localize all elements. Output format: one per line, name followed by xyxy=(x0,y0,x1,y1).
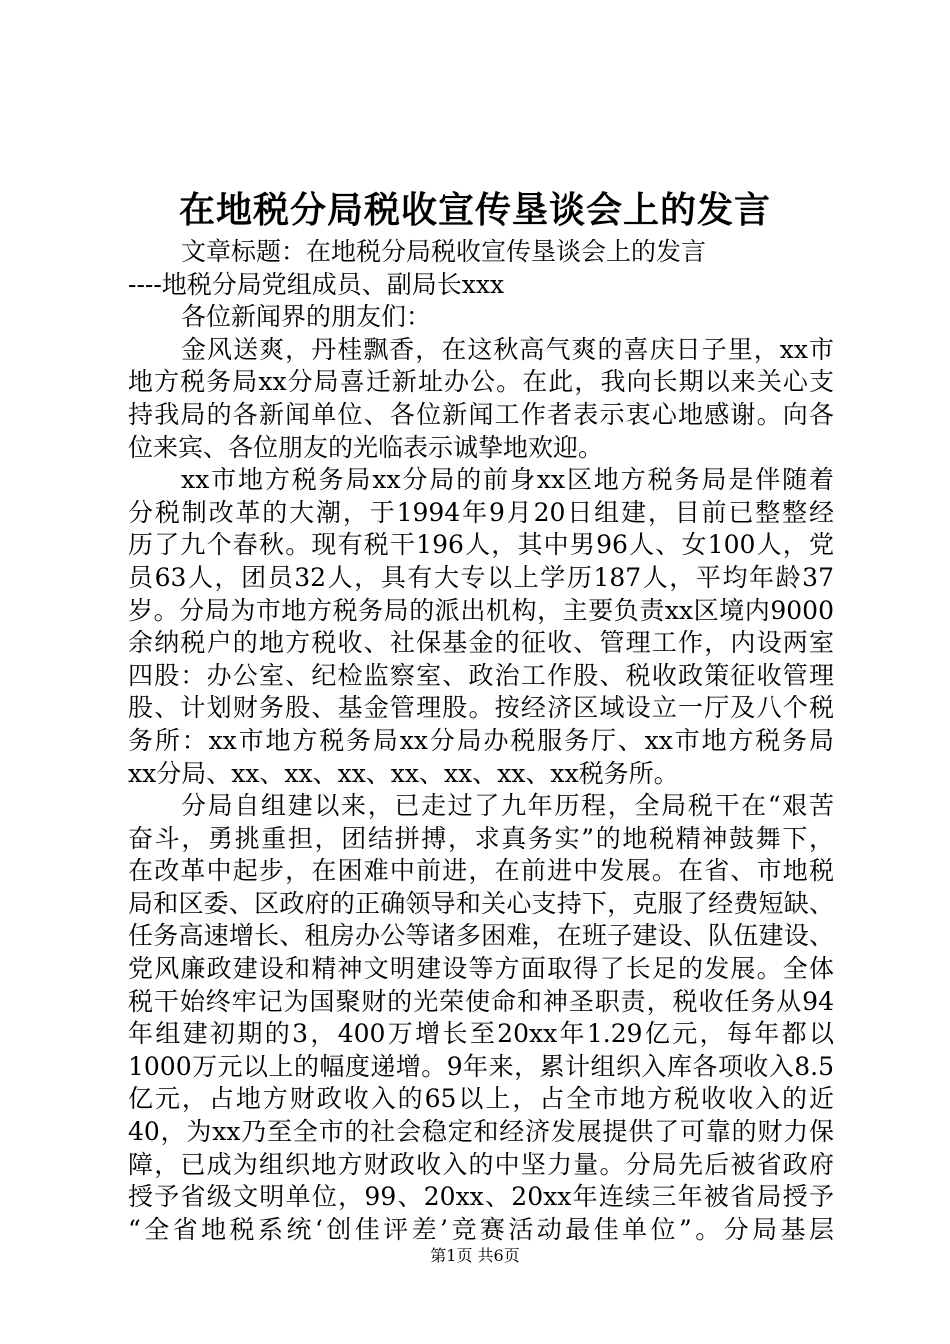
text-line: ----地税分局党组成员、副局长xxx xyxy=(128,269,505,299)
text-line: 年组建初期的3，400万增长至20xx年1.29亿元，每年都以 xyxy=(128,1019,834,1049)
text-line: “全省地税系统‘创佳评差’竞赛活动最佳单位”。分局基层 xyxy=(128,1214,834,1244)
text-line: 员63人，团员32人，具有大专以上学历187人，平均年龄37 xyxy=(128,562,834,592)
text-line: 地方税务局xx分局喜迁新址办公。在此，我向长期以来关心支 xyxy=(128,367,834,397)
text-line: 奋斗，勇挑重担，团结拼搏，求真务实”的地税精神鼓舞下， xyxy=(128,823,834,853)
text-line: 局和区委、区政府的正确领导和关心支持下，克服了经费短缺、 xyxy=(128,888,834,918)
text-line: 分税制改革的大潮，于1994年9月20日组建，目前已整整经 xyxy=(128,497,834,527)
text-line: 历了九个春秋。现有税干196人，其中男96人、女100人，党 xyxy=(128,530,834,560)
text-line: 亿元，占地方财政收入的65以上，占全市地方税收收入的近 xyxy=(128,1084,834,1114)
text-line: 岁。分局为市地方税务局的派出机构，主要负责xx区境内9000 xyxy=(128,595,834,625)
text-line: xx市地方税务局xx分局的前身xx区地方税务局是伴随着 xyxy=(181,465,834,495)
text-line: 党风廉政建设和精神文明建设等方面取得了长足的发展。全体 xyxy=(128,954,834,984)
text-line: 金风送爽，丹桂飘香，在这秋高气爽的喜庆日子里，xx市 xyxy=(181,334,834,364)
document-title: 在地税分局税收宣传垦谈会上的发言 xyxy=(178,189,771,231)
text-line: 各位新闻界的朋友们： xyxy=(181,302,432,332)
text-line: 股、计划财务股、基金管理股。按经济区域设立一厅及八个税 xyxy=(128,693,834,723)
page-footer: 第1页 共6页 xyxy=(430,1246,520,1265)
text-line: 40，为xx乃至全市的社会稳定和经济发展提供了可靠的财力保 xyxy=(128,1117,834,1147)
text-line: 障，已成为组织地方财政收入的中坚力量。分局先后被省政府 xyxy=(128,1149,834,1179)
text-line: 在改革中起步，在困难中前进，在前进中发展。在省、市地税 xyxy=(128,856,834,886)
text-line: 余纳税户的地方税收、社保基金的征收、管理工作，内设两室 xyxy=(128,628,834,658)
text-line: 任务高速增长、租房办公等诸多困难，在班子建设、队伍建设、 xyxy=(128,921,834,951)
text-line: xx分局、xx、xx、xx、xx、xx、xx、xx税务所。 xyxy=(128,758,679,788)
text-line: 务所：xx市地方税务局xx分局办税服务厅、xx市地方税务局 xyxy=(128,725,834,755)
text-line: 分局自组建以来，已走过了九年历程，全局税干在“艰苦 xyxy=(181,791,834,821)
text-line: 1000万元以上的幅度递增。9年来，累计组织入库各项收入8.5 xyxy=(128,1051,834,1081)
text-line: 授予省级文明单位，99、20xx、20xx年连续三年被省局授予 xyxy=(128,1182,834,1212)
document-body xyxy=(128,236,834,1246)
text-line: 文章标题：在地税分局税收宣传垦谈会上的发言 xyxy=(181,237,707,266)
text-line: 四股：办公室、纪检监察室、政治工作股、税收政策征收管理 xyxy=(128,660,834,690)
text-line: 位来宾、各位朋友的光临表示诚挚地欢迎。 xyxy=(128,432,604,462)
text-line: 税干始终牢记为国聚财的光荣使命和神圣职责，税收任务从94 xyxy=(128,986,834,1016)
text-line: 持我局的各新闻单位、各位新闻工作者表示衷心地感谢。向各 xyxy=(128,399,834,429)
